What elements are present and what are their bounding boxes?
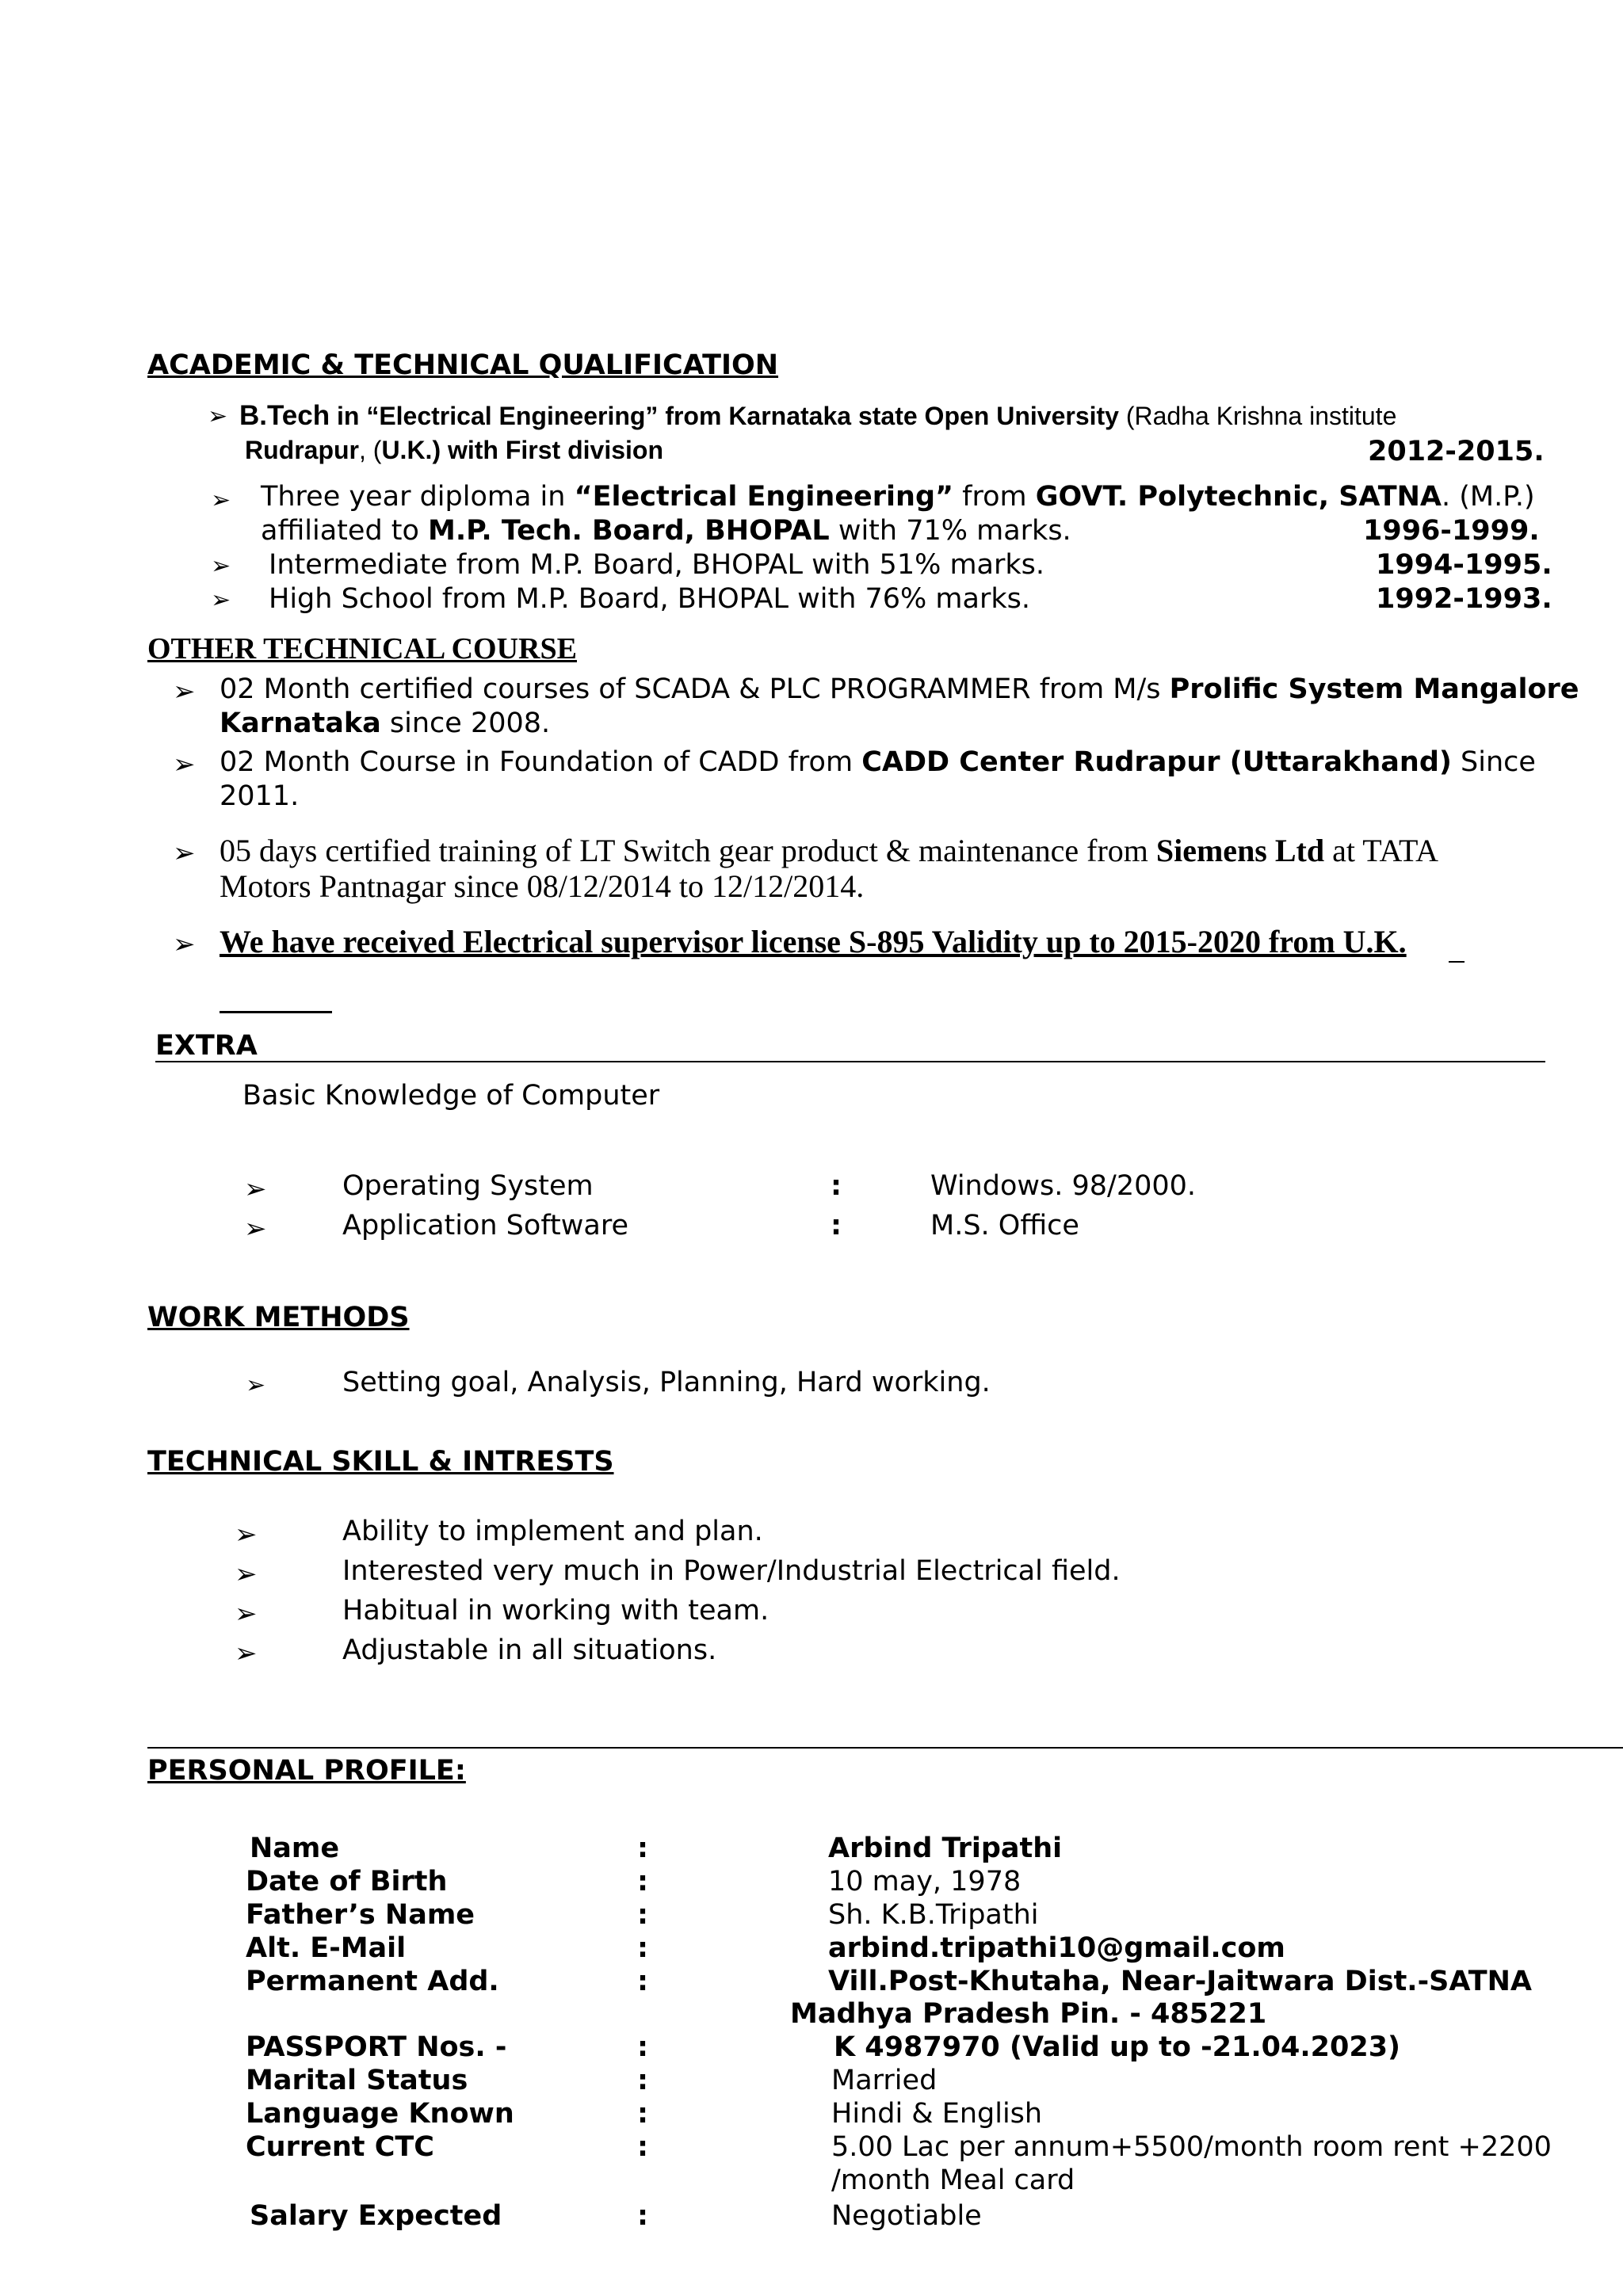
- profile-colon: :: [637, 1932, 648, 1964]
- arrowhead-bullet-icon: ➢: [235, 1558, 258, 1590]
- profile-colon: :: [637, 1866, 648, 1897]
- profile-value-marital: Married: [831, 2065, 938, 2096]
- profile-colon: :: [637, 2031, 648, 2063]
- btech-degree: B.Tech: [239, 400, 330, 431]
- diploma-text-1: Three year diploma in: [261, 481, 575, 513]
- extra-row-value: M.S. Office: [930, 1210, 1079, 1241]
- extra-rule: [155, 1061, 1545, 1062]
- other-heading: OTHER TECHNICAL COURSE: [147, 632, 577, 666]
- profile-label-salary: Salary Expected: [250, 2200, 502, 2232]
- profile-colon: :: [637, 1899, 648, 1931]
- profile-value-name: Arbind Tripathi: [828, 1833, 1063, 1864]
- work-item: Setting goal, Analysis, Planning, Hard working.: [342, 1367, 991, 1398]
- scada-text: 02 Month certified courses of SCADA & PLC PROGRAMMER from M/s: [220, 673, 1170, 705]
- profile-label-marital: Marital Status: [246, 2065, 468, 2096]
- profile-label-passport: PASSPORT Nos. -: [246, 2031, 507, 2063]
- btech-division: U.K.) with First division: [381, 436, 663, 464]
- scada-state: Karnataka: [220, 707, 381, 739]
- btech-line-1: [239, 400, 1396, 432]
- intermediate-years: 1994-1995.: [1376, 549, 1552, 581]
- profile-colon: :: [637, 1966, 648, 1997]
- btech-sep: , (: [359, 436, 382, 464]
- profile-value-dob: 10 may, 1978: [828, 1866, 1022, 1897]
- arrowhead-bullet-icon: ➢: [211, 486, 231, 514]
- work-heading: WORK METHODS: [147, 1302, 410, 1333]
- diploma-state: . (M.P.): [1442, 481, 1535, 513]
- scada-line-1: [220, 673, 1579, 705]
- profile-value-passport: K 4987970 (Valid up to -21.04.2023): [834, 2031, 1401, 2063]
- cadd-text: 02 Month Course in Foundation of CADD from: [220, 746, 862, 778]
- arrowhead-bullet-icon: ➢: [246, 1371, 266, 1399]
- skills-heading: TECHNICAL SKILL & INTRESTS: [147, 1446, 614, 1478]
- skill-item: Ability to implement and plan.: [342, 1516, 763, 1547]
- profile-rule: [147, 1747, 1623, 1749]
- arrowhead-bullet-icon: ➢: [211, 552, 231, 580]
- profile-colon: :: [637, 2131, 648, 2163]
- diploma-line-2: [261, 515, 1071, 547]
- arrowhead-bullet-icon: ➢: [211, 586, 231, 614]
- profile-colon: :: [637, 1833, 648, 1864]
- profile-label-email: Alt. E-Mail: [246, 1932, 407, 1964]
- siemens-at: at TATA: [1324, 833, 1439, 868]
- profile-heading: PERSONAL PROFILE:: [147, 1755, 466, 1787]
- scada-provider: Prolific System Mangalore: [1169, 673, 1579, 705]
- siemens-text: 05 days certified training of LT Switch gear product & maintenance from: [220, 833, 1156, 868]
- arrowhead-bullet-icon: ➢: [235, 1638, 258, 1669]
- profile-colon: :: [637, 2098, 648, 2130]
- profile-label-ctc: Current CTC: [246, 2131, 434, 2163]
- arrowhead-bullet-icon: ➢: [244, 1173, 267, 1205]
- profile-value-address-1: Vill.Post-Khutaha, Near-Jaitwara Dist.-SATNA: [828, 1966, 1532, 1997]
- extra-row-value: Windows. 98/2000.: [930, 1170, 1197, 1202]
- profile-value-address-2: Madhya Pradesh Pin. - 485221: [790, 1998, 1267, 2030]
- arrowhead-bullet-icon: ➢: [173, 749, 196, 780]
- diploma-text-2: from: [953, 481, 1036, 513]
- siemens-company: Siemens Ltd: [1155, 833, 1325, 868]
- skill-item: Interested very much in Power/Industrial Electrical field.: [342, 1555, 1121, 1587]
- extra-row-label: Operating System: [342, 1170, 594, 1202]
- arrowhead-bullet-icon: ➢: [208, 402, 228, 430]
- highschool-years: 1992-1993.: [1376, 583, 1552, 615]
- btech-line-2: [245, 436, 663, 465]
- profile-value-father: Sh. K.B.Tripathi: [828, 1899, 1039, 1931]
- profile-label-dob: Date of Birth: [246, 1866, 448, 1897]
- profile-label-language: Language Known: [246, 2098, 514, 2130]
- btech-subject: in “Electrical Engineering” from Karnataka state Open University: [330, 402, 1119, 430]
- diploma-marks: with 71% marks.: [829, 515, 1071, 547]
- profile-value-ctc-1: 5.00 Lac per annum+5500/month room rent +2200: [831, 2131, 1552, 2163]
- diploma-board: M.P. Tech. Board, BHOPAL: [428, 515, 830, 547]
- profile-value-email: arbind.tripathi10@gmail.com: [828, 1932, 1285, 1964]
- cadd-year: 2011.: [220, 780, 300, 812]
- arrowhead-bullet-icon: ➢: [173, 929, 196, 960]
- cadd-line-1: [220, 746, 1536, 778]
- academic-heading: ACADEMIC & TECHNICAL QUALIFICATION: [147, 349, 779, 381]
- highschool-text: High School from M.P. Board, BHOPAL with 76% marks.: [269, 583, 1030, 615]
- diploma-subject: “Electrical Engineering”: [574, 481, 954, 513]
- profile-label-father: Father’s Name: [246, 1899, 475, 1931]
- license-underline-tail: [1449, 961, 1465, 963]
- arrowhead-bullet-icon: ➢: [235, 1598, 258, 1630]
- btech-years: 2012-2015.: [1368, 436, 1545, 467]
- extra-row-colon: :: [831, 1210, 842, 1241]
- license-underline: [220, 1011, 332, 1013]
- scada-line-2: [220, 707, 550, 739]
- arrowhead-bullet-icon: ➢: [244, 1213, 267, 1245]
- skill-item: Habitual in working with team.: [342, 1595, 769, 1627]
- profile-value-ctc-2: /month Meal card: [831, 2164, 1075, 2196]
- profile-value-salary: Negotiable: [831, 2200, 982, 2232]
- license-text: We have received Electrical supervisor license S-895 Validity up to 2015-2020 from U.K.: [220, 924, 1407, 959]
- extra-row-label: Application Software: [342, 1210, 628, 1241]
- profile-value-language: Hindi & English: [831, 2098, 1043, 2130]
- btech-institute: (Radha Krishna institute: [1118, 402, 1397, 430]
- profile-colon: :: [637, 2065, 648, 2096]
- profile-colon: :: [637, 2200, 648, 2232]
- diploma-text-3: affiliated to: [261, 515, 429, 547]
- scada-since: since 2008.: [380, 707, 551, 739]
- arrowhead-bullet-icon: ➢: [173, 837, 196, 869]
- cadd-since: Since: [1451, 746, 1536, 778]
- cadd-center: CADD Center Rudrapur (Uttarakhand): [861, 746, 1452, 778]
- extra-intro: Basic Knowledge of Computer: [242, 1080, 660, 1112]
- diploma-college: GOVT. Polytechnic, SATNA: [1035, 481, 1442, 513]
- extra-row-colon: :: [831, 1170, 842, 1202]
- btech-city: Rudrapur: [245, 436, 359, 464]
- arrowhead-bullet-icon: ➢: [173, 676, 196, 707]
- skill-item: Adjustable in all situations.: [342, 1634, 717, 1666]
- diploma-years: 1996-1999.: [1363, 515, 1540, 547]
- arrowhead-bullet-icon: ➢: [235, 1519, 258, 1550]
- siemens-line-2: Motors Pantnagar since 08/12/2014 to 12/12/2014.: [220, 868, 865, 904]
- diploma-line-1: [261, 481, 1548, 513]
- intermediate-text: Intermediate from M.P. Board, BHOPAL with 51% marks.: [269, 549, 1045, 581]
- siemens-line-1: [220, 832, 1549, 869]
- profile-label-address: Permanent Add.: [246, 1966, 499, 1997]
- extra-heading: EXTRA: [155, 1030, 258, 1062]
- profile-label-name: Name: [250, 1833, 340, 1864]
